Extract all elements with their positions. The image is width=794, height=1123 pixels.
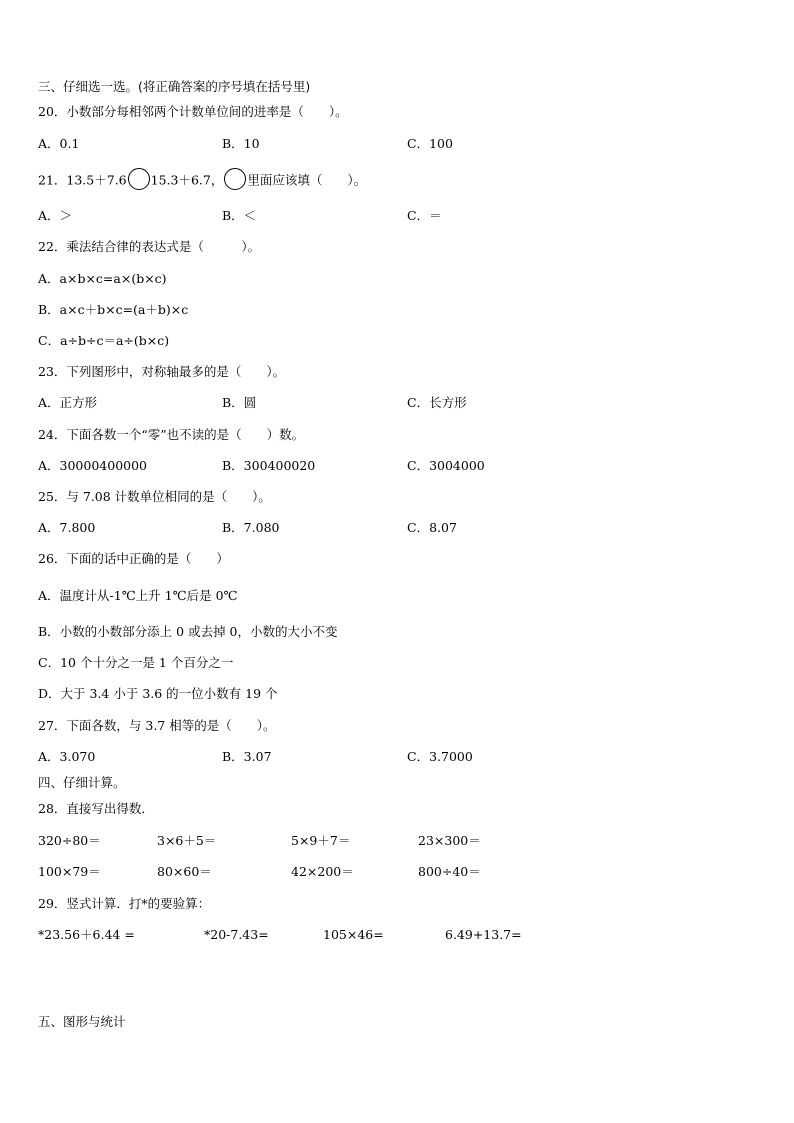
q25-option-b: B．7.080 bbox=[222, 520, 280, 535]
q25-stem: 25．与 7.08 计数单位相同的是（ ）。 bbox=[38, 489, 271, 504]
section-3-title: 三、仔细选一选。(将正确答案的序号填在括号里) bbox=[38, 79, 311, 94]
q26-stem: 26．下面的话中正确的是（ ） bbox=[38, 551, 229, 566]
q28-stem: 28．直接写出得数． bbox=[38, 801, 154, 816]
q22-stem: 22．乘法结合律的表达式是（ ）。 bbox=[38, 239, 261, 254]
q22-option-a: A．a×b×c=a×(b×c) bbox=[38, 271, 167, 286]
q20-stem: 20．小数部分每相邻两个计数单位间的进率是（ ）。 bbox=[38, 104, 348, 119]
q22-option-c: C．a÷b÷c＝a÷(b×c) bbox=[38, 333, 170, 348]
q24-option-c: C．3004000 bbox=[407, 458, 485, 473]
q28-item: 80×60＝ bbox=[157, 864, 212, 879]
q24-option-b: B．300400020 bbox=[222, 458, 316, 473]
q29-item: 105×46= bbox=[323, 927, 384, 942]
q27-option-b: B．3.07 bbox=[222, 749, 272, 764]
q27-option-c: C．3.7000 bbox=[407, 749, 473, 764]
q23-option-c: C．长方形 bbox=[407, 395, 467, 410]
q26-option-c: C．10 个十分之一是 1 个百分之一 bbox=[38, 655, 234, 670]
q26-option-d: D．大于 3.4 小于 3.6 的一位小数有 19 个 bbox=[38, 686, 278, 701]
q21-option-b: B．＜ bbox=[222, 208, 257, 223]
q20-option-a: A．0.1 bbox=[38, 136, 80, 151]
q21-stem bbox=[38, 172, 366, 190]
section-4-title: 四、仔细计算。 bbox=[38, 775, 126, 790]
q26-option-a: A．温度计从-1℃上升 1℃后是 0℃ bbox=[38, 588, 238, 603]
q22-option-b: B．a×c＋b×c=(a＋b)×c bbox=[38, 302, 189, 317]
q23-option-b: B．圆 bbox=[222, 395, 257, 410]
q23-option-a: A．正方形 bbox=[38, 395, 98, 410]
q20-option-c: C．100 bbox=[407, 136, 453, 151]
q27-option-a: A．3.070 bbox=[38, 749, 96, 764]
q21-stem-part2: 15.3＋6.7， bbox=[150, 172, 224, 188]
q25-option-c: C．8.07 bbox=[407, 520, 457, 535]
section-5-title: 五、图形与统计 bbox=[38, 1014, 126, 1029]
q26-option-b: B．小数的小数部分添上 0 或去掉 0，小数的大小不变 bbox=[38, 624, 338, 639]
blank-circle-icon bbox=[128, 168, 150, 190]
q28-item: 3×6＋5＝ bbox=[157, 833, 217, 848]
q28-item: 800÷40＝ bbox=[418, 864, 481, 879]
q29-item: 6.49+13.7= bbox=[445, 927, 522, 942]
q29-stem: 29．竖式计算．打*的要验算： bbox=[38, 896, 211, 911]
q25-option-a: A．7.800 bbox=[38, 520, 96, 535]
q21-option-a: A．＞ bbox=[38, 208, 73, 223]
q28-item: 5×9＋7＝ bbox=[291, 833, 351, 848]
q24-option-a: A．30000400000 bbox=[38, 458, 148, 473]
q28-item: 42×200＝ bbox=[291, 864, 354, 879]
q27-stem: 27．下面各数，与 3.7 相等的是（ ）。 bbox=[38, 718, 276, 733]
q29-item: *20-7.43= bbox=[204, 927, 269, 942]
blank-circle-icon bbox=[224, 168, 246, 190]
q28-item: 320÷80＝ bbox=[38, 833, 101, 848]
q21-stem-part1: 21．13.5＋7.6 bbox=[38, 172, 127, 188]
q28-item: 23×300＝ bbox=[418, 833, 481, 848]
q21-option-c: C．＝ bbox=[407, 208, 442, 223]
q28-item: 100×79＝ bbox=[38, 864, 101, 879]
q24-stem: 24．下面各数一个“零”也不读的是（ ）数。 bbox=[38, 427, 305, 442]
q29-item: *23.56＋6.44 = bbox=[38, 927, 135, 942]
q23-stem: 23．下列图形中，对称轴最多的是（ ）。 bbox=[38, 364, 286, 379]
q21-stem-part3: 里面应该填（ ）。 bbox=[247, 172, 367, 188]
q20-option-b: B．10 bbox=[222, 136, 260, 151]
